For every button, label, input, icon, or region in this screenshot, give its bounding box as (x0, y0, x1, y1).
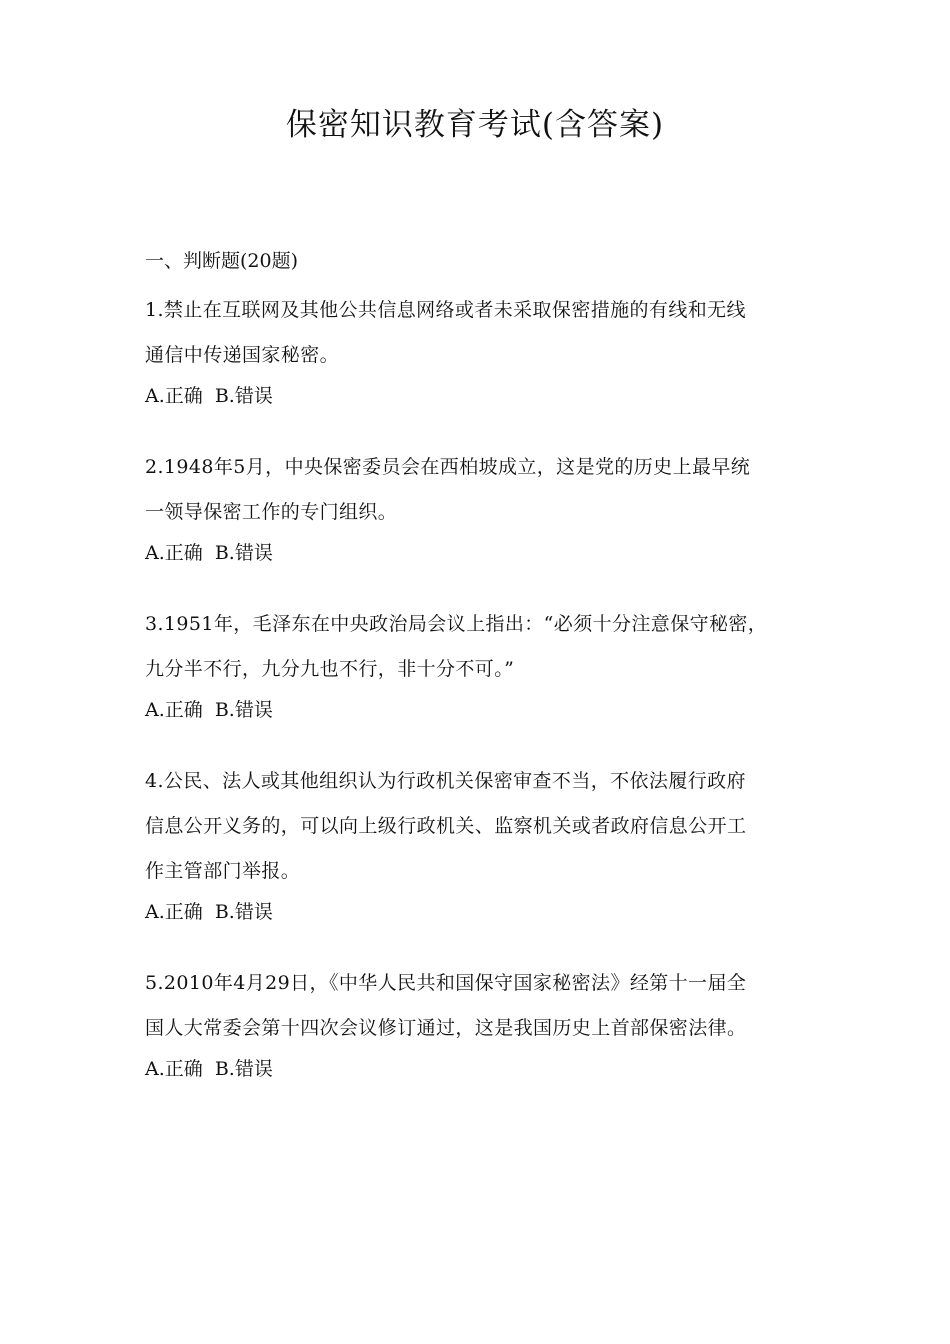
question-5 (145, 961, 810, 1087)
question-text-line: 作主管部门举报。 (145, 860, 301, 882)
document-title: 保密知识教育考试(含答案) (285, 107, 665, 143)
question-text-line: 4.公民、法人或其他组织认为行政机关保密审查不当，不依法履行政府 (145, 770, 746, 792)
document-body (145, 243, 810, 1087)
question-text-line: 1.禁止在互联网及其他公共信息网络或者未采取保密措施的有线和无线 (145, 299, 746, 321)
question-text-line: 2.1948年5月，中央保密委员会在西柏坡成立，这是党的历史上最早统 (145, 456, 751, 478)
answer-options: A.正确 B.错误 (145, 385, 273, 407)
answer-options: A.正确 B.错误 (145, 1058, 273, 1080)
question-4 (145, 759, 810, 930)
section-heading: 一、判断题(20题) (145, 250, 299, 272)
question-text-line: 国人大常委会第十四次会议修订通过，这是我国历史上首部保密法律。 (145, 1017, 747, 1039)
answer-options: A.正确 B.错误 (145, 542, 273, 564)
question-text-line: 通信中传递国家秘密。 (145, 344, 340, 366)
answer-options: A.正确 B.错误 (145, 699, 273, 721)
question-text-line: 3.1951年，毛泽东在中央政治局会议上指出：“必须十分注意保守秘密， (145, 613, 768, 635)
question-text-line: 5.2010年4月29日，《中华人民共和国保守国家秘密法》经第十一届全 (145, 972, 747, 994)
question-text-line: 九分半不行，九分九也不行，非十分不可。” (145, 658, 515, 680)
question-text-line: 一领导保密工作的专门组织。 (145, 501, 398, 523)
question-2 (145, 445, 810, 571)
question-3 (145, 602, 810, 728)
answer-options: A.正确 B.错误 (145, 901, 273, 923)
question-text-line: 信息公开义务的，可以向上级行政机关、监察机关或者政府信息公开工 (145, 815, 747, 837)
question-1 (145, 288, 810, 414)
